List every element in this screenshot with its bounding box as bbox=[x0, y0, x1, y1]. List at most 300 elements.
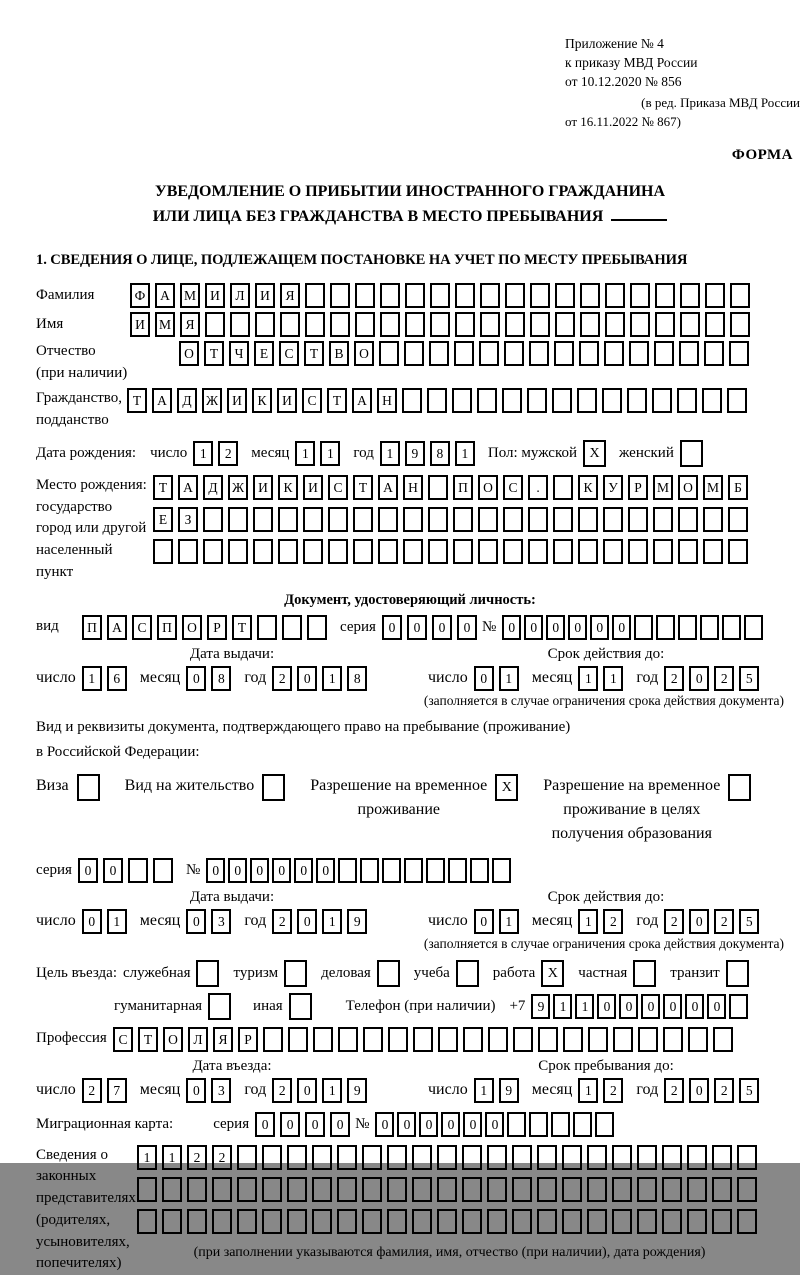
form-cell bbox=[303, 507, 323, 532]
form-cell: 0 bbox=[382, 615, 402, 640]
form-cell: 1 bbox=[320, 441, 340, 466]
form-cell: Т bbox=[353, 475, 373, 500]
form-cell: 2 bbox=[272, 666, 292, 691]
permit-valid-month-cells bbox=[578, 909, 628, 934]
form-cell bbox=[77, 774, 100, 801]
id-issue-day-cells bbox=[82, 666, 132, 691]
form-cell bbox=[553, 475, 573, 500]
form-cell bbox=[280, 312, 300, 337]
form-cell: 0 bbox=[103, 858, 123, 883]
form-cell bbox=[338, 1027, 358, 1052]
form-cell bbox=[492, 858, 511, 883]
form-cell bbox=[679, 341, 699, 366]
title-blank-underline bbox=[611, 205, 667, 221]
form-cell bbox=[462, 1145, 482, 1170]
temp-residence-label: Разрешение на временное проживание bbox=[310, 776, 488, 818]
form-cell bbox=[700, 615, 719, 640]
given-name-row bbox=[36, 312, 784, 337]
form-cell bbox=[628, 507, 648, 532]
temp-residence-edu-checkbox bbox=[728, 774, 756, 801]
form-cell bbox=[288, 1027, 308, 1052]
form-cell bbox=[487, 1177, 507, 1202]
citizenship-label: Гражданство, подданство bbox=[36, 390, 123, 429]
permit-text-line1: Вид и реквизиты документа, подтверждающего право на пребывание (проживание) bbox=[36, 718, 571, 735]
form-cell bbox=[353, 507, 373, 532]
form-cell bbox=[162, 1177, 182, 1202]
entry-date-group: число 2 7 месяц 0 3 год 2 0 1 9 bbox=[36, 1078, 428, 1103]
form-cell bbox=[654, 341, 674, 366]
visa-label: Виза bbox=[36, 776, 69, 794]
form-cell: 0 bbox=[255, 1112, 275, 1137]
appendix-line: к приказу МВД России bbox=[565, 55, 698, 71]
form-cell: 0 bbox=[316, 858, 335, 883]
form-cell bbox=[555, 312, 575, 337]
purpose-business-checkbox bbox=[196, 960, 224, 987]
form-cell: 0 bbox=[685, 994, 704, 1019]
form-cell bbox=[162, 1209, 182, 1234]
form-cell bbox=[630, 312, 650, 337]
form-cell bbox=[729, 341, 749, 366]
form-cell bbox=[455, 283, 475, 308]
form-cell: 9 bbox=[347, 1078, 367, 1103]
form-title bbox=[36, 180, 784, 230]
purpose-transit-checkbox bbox=[726, 960, 754, 987]
form-cell bbox=[338, 858, 357, 883]
form-cell bbox=[212, 1177, 232, 1202]
form-cell bbox=[196, 960, 219, 987]
form-cell: 0 bbox=[250, 858, 269, 883]
form-cell: Р bbox=[207, 615, 227, 640]
form-cell bbox=[405, 283, 425, 308]
form-cell: В bbox=[329, 341, 349, 366]
form-cell: 0 bbox=[272, 858, 291, 883]
form-cell bbox=[237, 1177, 257, 1202]
migcard-series-cells bbox=[255, 1112, 355, 1137]
birth-month-cells bbox=[295, 441, 345, 466]
form-title-line1: УВЕДОМЛЕНИЕ О ПРИБЫТИИ ИНОСТРАННОГО ГРАЖДАНИНА bbox=[154, 183, 666, 201]
form-cell bbox=[529, 341, 549, 366]
form-cell bbox=[655, 312, 675, 337]
form-cell bbox=[722, 615, 741, 640]
form-cell bbox=[305, 312, 325, 337]
form-cell bbox=[282, 615, 302, 640]
form-cell bbox=[603, 539, 623, 564]
sex-male-label: Пол: мужской bbox=[487, 444, 578, 461]
representatives-cells bbox=[137, 1145, 762, 1261]
form-cell bbox=[737, 1209, 757, 1234]
form-cell bbox=[253, 507, 273, 532]
form-cell bbox=[330, 283, 350, 308]
form-cell bbox=[437, 1177, 457, 1202]
phone-cells bbox=[531, 994, 751, 1019]
representatives-label: Сведения о законных представителях (родителях, усыновителях, попечителях) bbox=[36, 1146, 136, 1272]
form-cell: А bbox=[178, 475, 198, 500]
form-cell bbox=[678, 507, 698, 532]
purpose-row bbox=[36, 960, 784, 987]
form-cell bbox=[287, 1145, 307, 1170]
form-cell bbox=[712, 1177, 732, 1202]
form-cell bbox=[587, 1145, 607, 1170]
form-cell bbox=[528, 507, 548, 532]
form-cell bbox=[612, 1145, 632, 1170]
form-cell: 0 bbox=[457, 615, 477, 640]
birthplace-row3-cells bbox=[153, 539, 753, 564]
form-cell: 1 bbox=[578, 666, 598, 691]
form-cell: 5 bbox=[739, 1078, 759, 1103]
form-cell: 0 bbox=[689, 1078, 709, 1103]
form-cell bbox=[455, 312, 475, 337]
form-cell: 9 bbox=[405, 441, 425, 466]
form-cell: 0 bbox=[689, 909, 709, 934]
form-cell bbox=[387, 1209, 407, 1234]
form-cell bbox=[404, 858, 423, 883]
form-cell bbox=[278, 507, 298, 532]
appendix-line: Приложение № 4 bbox=[565, 36, 664, 51]
form-cell: 2 bbox=[664, 909, 684, 934]
form-cell bbox=[362, 1209, 382, 1234]
id-doc-dates bbox=[36, 646, 784, 691]
form-cell bbox=[263, 1027, 283, 1052]
form-cell: 1 bbox=[603, 666, 623, 691]
purpose-other-checkbox bbox=[289, 993, 317, 1020]
form-cell bbox=[595, 1112, 614, 1137]
form-cell: 1 bbox=[322, 909, 342, 934]
form-cell bbox=[454, 341, 474, 366]
id-series-cells bbox=[382, 615, 482, 640]
number-label: № bbox=[481, 618, 497, 635]
appendix-note-line: от 16.11.2022 № 867) bbox=[565, 113, 682, 129]
form-cell bbox=[312, 1177, 332, 1202]
valid-note: (заполняется в случае ограничения срока действия документа) bbox=[423, 692, 784, 708]
purpose-commercial-checkbox bbox=[377, 960, 405, 987]
form-cell: А bbox=[378, 475, 398, 500]
form-cell bbox=[578, 539, 598, 564]
form-cell bbox=[527, 388, 547, 413]
form-cell: К bbox=[578, 475, 598, 500]
form-cell: 2 bbox=[218, 441, 238, 466]
form-cell bbox=[505, 312, 525, 337]
form-cell: 5 bbox=[739, 909, 759, 934]
form-cell bbox=[528, 539, 548, 564]
form-cell bbox=[379, 341, 399, 366]
form-cell: 1 bbox=[322, 1078, 342, 1103]
form-cell: 0 bbox=[689, 666, 709, 691]
form-cell bbox=[404, 341, 424, 366]
birthplace-label: Место рождения: государство город или другой населенный пункт bbox=[36, 476, 147, 580]
form-cell: Т bbox=[327, 388, 347, 413]
form-cell: 0 bbox=[228, 858, 247, 883]
id-type-cells bbox=[82, 615, 332, 640]
form-cell: 0 bbox=[474, 666, 494, 691]
form-cell: 2 bbox=[212, 1145, 232, 1170]
form-cell bbox=[678, 539, 698, 564]
form-cell bbox=[477, 388, 497, 413]
form-cell bbox=[702, 388, 722, 413]
form-cell: 1 bbox=[107, 909, 127, 934]
form-cell: А bbox=[152, 388, 172, 413]
form-cell: 3 bbox=[211, 909, 231, 934]
residence-permit-option bbox=[125, 774, 291, 801]
form-cell: 1 bbox=[578, 1078, 598, 1103]
stay-until-group: число 1 9 месяц 1 2 год 2 0 2 5 bbox=[428, 1078, 784, 1103]
day-label: число bbox=[150, 444, 188, 461]
form-cell: М bbox=[703, 475, 723, 500]
form-cell bbox=[577, 388, 597, 413]
form-cell bbox=[562, 1177, 582, 1202]
section1-heading: 1. СВЕДЕНИЯ О ЛИЦЕ, ПОДЛЕЖАЩЕМ ПОСТАНОВКЕ НА УЧЕТ ПО МЕСТУ ПРЕБЫВАНИЯ bbox=[36, 251, 688, 268]
form-cell bbox=[562, 1145, 582, 1170]
profession-cells bbox=[113, 1027, 738, 1052]
form-cell bbox=[713, 1027, 733, 1052]
birthplace-row1-cells bbox=[153, 475, 753, 500]
form-cell: 0 bbox=[474, 909, 494, 934]
form-cell bbox=[378, 539, 398, 564]
form-cell bbox=[137, 1209, 157, 1234]
residence-permit-label: Вид на жительство bbox=[124, 776, 255, 794]
form-cell: 5 bbox=[739, 666, 759, 691]
permit-series-row bbox=[36, 858, 784, 883]
form-cell: П bbox=[453, 475, 473, 500]
form-cell: К bbox=[252, 388, 272, 413]
valid-until-label: Срок действия до: bbox=[547, 645, 665, 662]
form-cell: 2 bbox=[664, 666, 684, 691]
form-cell: 1 bbox=[380, 441, 400, 466]
form-cell bbox=[462, 1209, 482, 1234]
purpose-private-checkbox bbox=[633, 960, 661, 987]
form-cell: Т bbox=[138, 1027, 158, 1052]
form-cell bbox=[678, 615, 697, 640]
form-cell bbox=[662, 1145, 682, 1170]
form-cell bbox=[655, 283, 675, 308]
form-cell: 8 bbox=[211, 666, 231, 691]
form-cell: О bbox=[354, 341, 374, 366]
form-cell bbox=[237, 1209, 257, 1234]
form-cell: М bbox=[180, 283, 200, 308]
form-cell bbox=[638, 1027, 658, 1052]
form-cell: 1 bbox=[499, 909, 519, 934]
form-cell bbox=[429, 341, 449, 366]
representatives-block bbox=[36, 1145, 784, 1275]
sex-female-label: женский bbox=[619, 444, 674, 461]
form-cell bbox=[728, 774, 751, 801]
form-cell: И bbox=[205, 283, 225, 308]
purpose-tourism-checkbox bbox=[284, 960, 312, 987]
form-cell: 2 bbox=[714, 666, 734, 691]
patronymic-row bbox=[36, 341, 784, 385]
form-cell bbox=[412, 1209, 432, 1234]
form-cell: 0 bbox=[330, 1112, 350, 1137]
citizenship-row bbox=[36, 388, 784, 432]
form-cell bbox=[588, 1027, 608, 1052]
form-cell: Т bbox=[127, 388, 147, 413]
form-cell: 0 bbox=[441, 1112, 460, 1137]
form-cell: У bbox=[603, 475, 623, 500]
purpose-study: учеба bbox=[414, 960, 484, 987]
form-cell bbox=[554, 341, 574, 366]
form-cell: Б bbox=[728, 475, 748, 500]
form-cell bbox=[462, 1177, 482, 1202]
form-cell bbox=[278, 539, 298, 564]
form-cell bbox=[203, 507, 223, 532]
form-cell: 7 bbox=[107, 1078, 127, 1103]
form-cell: 1 bbox=[82, 666, 102, 691]
form-cell bbox=[680, 312, 700, 337]
form-cell bbox=[303, 539, 323, 564]
form-cell: 2 bbox=[603, 909, 623, 934]
form-cell bbox=[153, 539, 173, 564]
form-cell: 0 bbox=[297, 1078, 317, 1103]
form-cell bbox=[403, 539, 423, 564]
form-cell: З bbox=[178, 507, 198, 532]
form-cell: 0 bbox=[546, 615, 565, 640]
form-cell: Д bbox=[203, 475, 223, 500]
year-label: год bbox=[353, 444, 374, 461]
form-cell: Н bbox=[377, 388, 397, 413]
phone-label: Телефон (при наличии) bbox=[345, 997, 496, 1014]
issue-date-label: Дата выдачи: bbox=[189, 645, 275, 662]
form-cell bbox=[652, 388, 672, 413]
form-cell bbox=[727, 388, 747, 413]
number-label: № bbox=[355, 1115, 370, 1132]
form-cell: 0 bbox=[78, 858, 98, 883]
form-cell: 0 bbox=[294, 858, 313, 883]
form-cell: 0 bbox=[186, 909, 206, 934]
form-cell bbox=[362, 1145, 382, 1170]
form-cell bbox=[688, 1027, 708, 1052]
form-cell bbox=[537, 1177, 557, 1202]
surname-cells bbox=[130, 283, 755, 308]
form-cell: 1 bbox=[578, 909, 598, 934]
form-cell bbox=[262, 774, 285, 801]
form-cell: Д bbox=[177, 388, 197, 413]
form-cell bbox=[538, 1027, 558, 1052]
form-cell bbox=[705, 312, 725, 337]
form-cell bbox=[470, 858, 489, 883]
form-cell bbox=[634, 615, 653, 640]
purpose-other: иная bbox=[253, 993, 317, 1020]
form-cell: 1 bbox=[137, 1145, 157, 1170]
purpose-work: работа X bbox=[493, 960, 570, 987]
form-cell: 0 bbox=[82, 909, 102, 934]
form-cell bbox=[253, 539, 273, 564]
form-cell bbox=[337, 1145, 357, 1170]
form-cell bbox=[380, 283, 400, 308]
form-cell bbox=[705, 283, 725, 308]
form-title-line2: ИЛИ ЛИЦА БЕЗ ГРАЖДАНСТВА В МЕСТО ПРЕБЫВАНИЯ bbox=[36, 205, 784, 230]
form-cell bbox=[428, 507, 448, 532]
form-cell bbox=[262, 1209, 282, 1234]
form-cell bbox=[502, 388, 522, 413]
form-cell bbox=[553, 507, 573, 532]
form-cell: М bbox=[155, 312, 175, 337]
form-cell bbox=[552, 388, 572, 413]
form-cell bbox=[602, 388, 622, 413]
profession-row bbox=[36, 1027, 784, 1052]
form-cell bbox=[503, 539, 523, 564]
form-cell bbox=[428, 475, 448, 500]
form-cell bbox=[555, 283, 575, 308]
form-cell: С bbox=[132, 615, 152, 640]
birthplace-row2-cells bbox=[153, 507, 753, 532]
form-cell: Т bbox=[204, 341, 224, 366]
form-cell bbox=[537, 1145, 557, 1170]
purpose-transit: транзит bbox=[670, 960, 753, 987]
surname-row bbox=[36, 283, 784, 308]
form-cell bbox=[328, 539, 348, 564]
form-cell bbox=[187, 1177, 207, 1202]
form-cell bbox=[480, 283, 500, 308]
form-cell: Ч bbox=[229, 341, 249, 366]
representatives-note: (при заполнении указываются фамилия, имя, отчество (при наличии), дата рождения) bbox=[193, 1244, 706, 1260]
form-cell bbox=[212, 1209, 232, 1234]
form-cell bbox=[426, 858, 445, 883]
temp-residence-option bbox=[310, 774, 523, 822]
form-cell: 0 bbox=[297, 909, 317, 934]
form-cell bbox=[478, 507, 498, 532]
form-cell bbox=[312, 1145, 332, 1170]
form-cell: Н bbox=[403, 475, 423, 500]
form-cell: И bbox=[303, 475, 323, 500]
form-cell bbox=[530, 312, 550, 337]
form-cell: С bbox=[302, 388, 322, 413]
form-cell: 2 bbox=[82, 1078, 102, 1103]
form-cell: О bbox=[179, 341, 199, 366]
form-cell bbox=[687, 1177, 707, 1202]
form-cell bbox=[529, 1112, 548, 1137]
form-cell: 0 bbox=[612, 615, 631, 640]
representatives-row3-cells bbox=[137, 1209, 762, 1234]
form-cell bbox=[487, 1145, 507, 1170]
permit-valid-year-cells bbox=[664, 909, 764, 934]
form-cell bbox=[653, 507, 673, 532]
form-cell: 8 bbox=[347, 666, 367, 691]
form-cell: Т bbox=[153, 475, 173, 500]
form-cell bbox=[504, 341, 524, 366]
form-cell bbox=[363, 1027, 383, 1052]
form-cell: М bbox=[653, 475, 673, 500]
form-cell: 2 bbox=[714, 1078, 734, 1103]
form-cell bbox=[228, 539, 248, 564]
entry-month-cells bbox=[186, 1078, 236, 1103]
form-cell bbox=[512, 1177, 532, 1202]
form-cell bbox=[178, 539, 198, 564]
form-cell: 1 bbox=[474, 1078, 494, 1103]
form-cell: 9 bbox=[499, 1078, 519, 1103]
form-cell: 0 bbox=[524, 615, 543, 640]
form-cell: X bbox=[495, 774, 518, 801]
form-cell bbox=[580, 283, 600, 308]
form-cell: 2 bbox=[664, 1078, 684, 1103]
form-cell bbox=[452, 388, 472, 413]
form-cell bbox=[578, 507, 598, 532]
purpose-row2 bbox=[36, 993, 784, 1020]
id-issue-date-group: число 1 6 месяц 0 8 год 2 0 1 8 bbox=[36, 666, 428, 691]
form-cell: 0 bbox=[707, 994, 726, 1019]
form-cell bbox=[208, 993, 231, 1020]
form-cell: X bbox=[541, 960, 564, 987]
form-cell bbox=[487, 1209, 507, 1234]
permit-text-line2: в Российской Федерации: bbox=[36, 744, 200, 761]
doc-type-label: вид bbox=[36, 618, 59, 635]
form-cell: 0 bbox=[305, 1112, 325, 1137]
given-name-label: Имя bbox=[36, 315, 64, 332]
form-cell bbox=[633, 960, 656, 987]
form-cell bbox=[289, 993, 312, 1020]
form-cell bbox=[353, 539, 373, 564]
form-cell bbox=[512, 1145, 532, 1170]
form-cell: Т bbox=[232, 615, 252, 640]
form-cell bbox=[456, 960, 479, 987]
